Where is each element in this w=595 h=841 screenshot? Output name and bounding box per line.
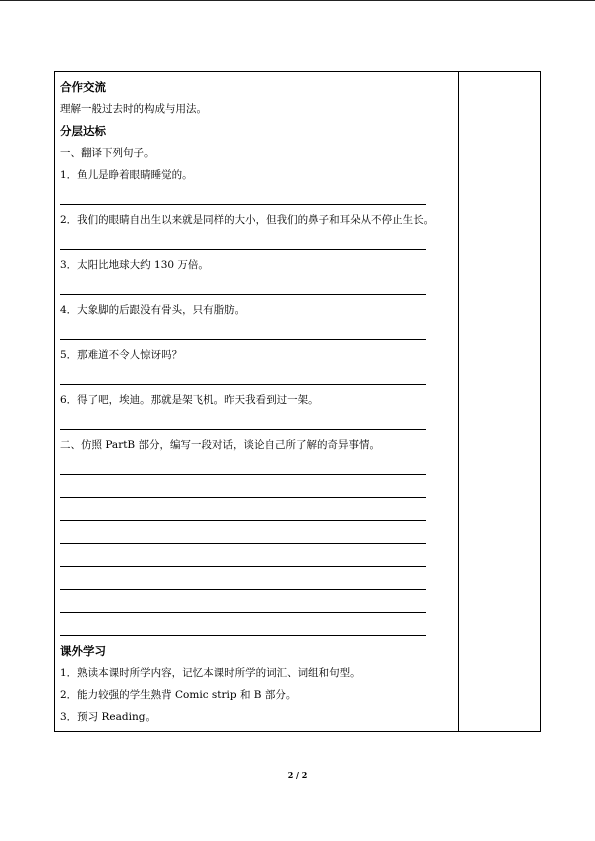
section-heading-practice: 分层达标	[60, 124, 106, 138]
part1-title: 一、翻译下列句子。	[60, 147, 155, 159]
dialogue-line	[60, 590, 426, 613]
dialogue-line	[60, 521, 426, 544]
answer-line	[60, 411, 426, 430]
answer-line	[60, 366, 426, 385]
dialogue-line	[60, 544, 426, 567]
answer-line	[60, 276, 426, 295]
column-divider	[458, 71, 459, 732]
question-3: 3．太阳比地球大约 130 万倍。	[60, 259, 209, 271]
answer-line	[60, 186, 426, 205]
cooperation-text: 理解一般过去时的构成与用法。	[60, 103, 207, 115]
section-heading-homework: 课外学习	[60, 644, 106, 658]
dialogue-line	[60, 456, 426, 475]
section-heading-cooperation: 合作交流	[60, 80, 106, 94]
dialogue-line	[60, 567, 426, 590]
dialogue-line	[60, 498, 426, 521]
page-number: 2 / 2	[287, 770, 308, 780]
question-2: 2．我们的眼睛自出生以来就是同样的大小，但我们的鼻子和耳朵从不停止生长。	[60, 214, 435, 226]
question-4: 4．大象脚的后跟没有骨头，只有脂肪。	[60, 304, 246, 316]
dialogue-line	[60, 475, 426, 498]
answer-line	[60, 231, 426, 250]
question-6: 6．得了吧，埃迪。那就是架飞机。昨天我看到过一架。	[60, 394, 319, 406]
top-rule	[0, 0, 595, 1]
table-cell-content	[60, 76, 454, 728]
homework-item-1: 1．熟读本课时所学内容，记忆本课时所学的词汇、词组和句型。	[60, 667, 361, 679]
dialogue-line	[60, 613, 426, 636]
homework-item-3: 3．预习 Reading。	[60, 711, 156, 723]
homework-item-2: 2．能力较强的学生熟背 Comic strip 和 B 部分。	[60, 689, 297, 701]
question-5: 5．那难道不令人惊讶吗？	[60, 349, 183, 361]
question-1: 1．鱼儿是睁着眼睛睡觉的。	[60, 169, 193, 181]
answer-line	[60, 321, 426, 340]
part2-title: 二、仿照 PartB 部分，编写一段对话，谈论自己所了解的奇异事情。	[60, 439, 380, 451]
